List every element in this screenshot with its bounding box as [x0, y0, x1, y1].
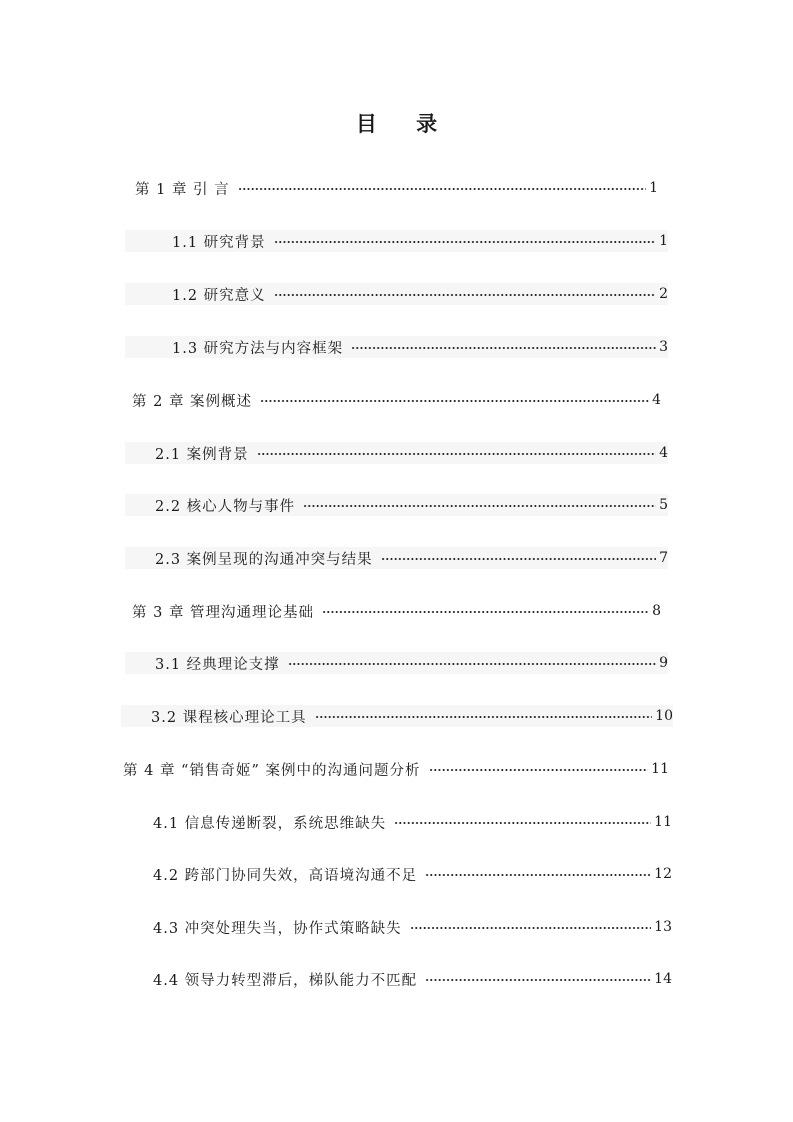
toc-entry-label: 1.1 研究背景: [172, 234, 266, 251]
toc-leader-dots: [394, 822, 651, 824]
toc-entry-page: 1: [659, 233, 668, 249]
toc-entry-chapter-4[interactable]: [123, 758, 669, 780]
toc-entry-page: 3: [659, 339, 668, 355]
toc-leader-dots: [315, 716, 653, 718]
toc-entry-label: 2.1 案例背景: [155, 446, 249, 463]
toc-entry-page: 13: [654, 919, 672, 935]
toc-entry-3-1[interactable]: [125, 652, 668, 674]
toc-entry-page: 2: [659, 286, 668, 302]
toc-title: 目 录: [355, 112, 454, 136]
toc-entry-page: 12: [654, 866, 672, 882]
toc-entry-label: 4.1 信息传递断裂，系统思维缺失: [153, 815, 387, 832]
toc-entry-page: 7: [659, 550, 668, 566]
toc-leader-dots: [260, 400, 649, 402]
toc-entry-page: 10: [655, 708, 673, 724]
toc-entry-label: 4.4 领导力转型滞后，梯队能力不匹配: [153, 972, 418, 989]
toc-entry-page: 4: [652, 392, 661, 408]
toc-entry-4-4[interactable]: [153, 968, 672, 990]
toc-entry-page: 9: [659, 655, 668, 671]
toc-entry-2-3[interactable]: [125, 547, 668, 569]
toc-entry-label: 3.2 课程核心理论工具: [151, 709, 307, 726]
toc-leader-dots: [351, 347, 656, 349]
toc-entry-page: 5: [659, 497, 668, 513]
toc-leader-dots: [429, 769, 649, 771]
toc-entry-page: 8: [652, 603, 661, 619]
toc-leader-dots: [238, 188, 646, 190]
toc-entry-page: 4: [659, 445, 668, 461]
toc-entry-page: 11: [654, 814, 672, 830]
toc-entry-label: 1.3 研究方法与内容框架: [172, 340, 344, 357]
toc-leader-dots: [257, 453, 656, 455]
toc-entry-label: 第 1 章 引 言: [135, 181, 230, 198]
toc-leader-dots: [288, 663, 656, 665]
toc-entry-3-2[interactable]: [121, 705, 673, 727]
toc-entry-chapter-2[interactable]: [132, 389, 661, 411]
toc-entry-label: 2.2 核心人物与事件: [155, 498, 296, 515]
toc-entry-label: 4.3 冲突处理失当，协作式策略缺失: [153, 920, 402, 937]
toc-entry-page: 14: [654, 971, 672, 987]
toc-entry-label: 第 2 章 案例概述: [132, 393, 253, 410]
toc-leader-dots: [425, 979, 651, 981]
toc-entry-page: 1: [649, 180, 658, 196]
toc-leader-dots: [303, 505, 656, 507]
toc-entry-4-1[interactable]: [153, 811, 672, 833]
toc-entry-label: 4.2 跨部门协同失效，高语境沟通不足: [153, 867, 418, 884]
toc-leader-dots: [381, 558, 656, 560]
toc-entry-chapter-3[interactable]: [132, 600, 661, 622]
toc-entry-1-1[interactable]: [125, 230, 668, 252]
toc-entry-2-2[interactable]: [125, 494, 668, 516]
toc-entry-2-1[interactable]: [125, 442, 668, 464]
toc-entry-label: 第 4 章 “销售奇姬” 案例中的沟通问题分析: [123, 762, 421, 779]
toc-leader-dots: [274, 294, 656, 296]
toc-entry-label: 1.2 研究意义: [172, 287, 266, 304]
toc-leader-dots: [274, 241, 656, 243]
toc-entry-label: 第 3 章 管理沟通理论基础: [132, 604, 315, 621]
toc-entry-4-3[interactable]: [153, 916, 672, 938]
toc-entry-4-2[interactable]: [153, 863, 672, 885]
toc-entry-label: 2.3 案例呈现的沟通冲突与结果: [155, 551, 373, 568]
toc-leader-dots: [322, 611, 649, 613]
toc-leader-dots: [410, 927, 652, 929]
toc-entry-label: 3.1 经典理论支撑: [155, 656, 280, 673]
toc-entry-chapter-1[interactable]: [135, 177, 658, 199]
toc-entry-page: 11: [651, 761, 669, 777]
toc-leader-dots: [425, 874, 651, 876]
toc-entry-1-3[interactable]: [125, 336, 668, 358]
toc-entry-1-2[interactable]: [125, 283, 668, 305]
